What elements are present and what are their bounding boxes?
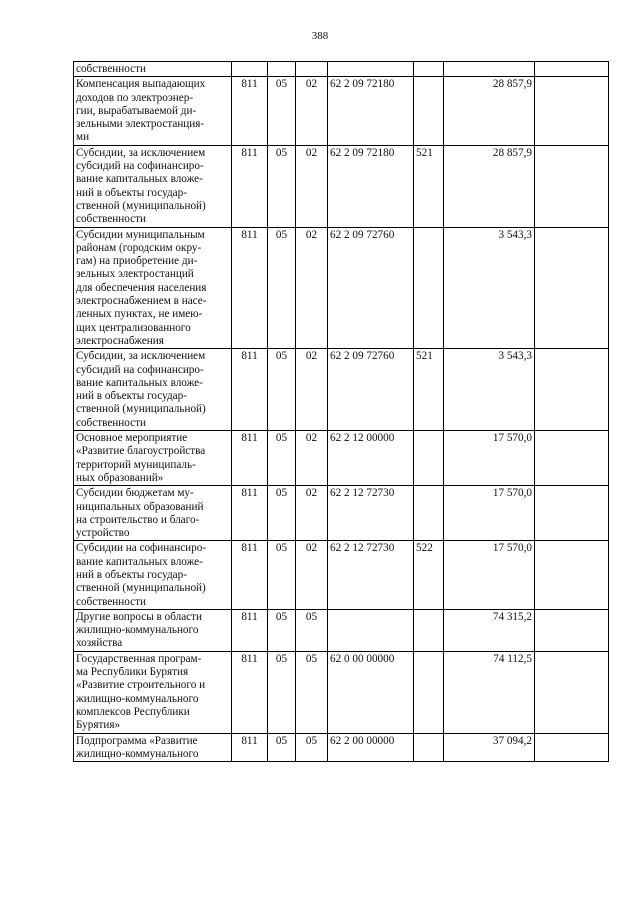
expense-type-cell bbox=[414, 62, 444, 77]
table-row bbox=[74, 62, 609, 77]
ministry-code-cell: 811 bbox=[232, 486, 268, 541]
section-code-cell: 05 bbox=[268, 77, 296, 145]
blank-cell bbox=[535, 349, 609, 431]
amount-cell: 37 094,2 bbox=[444, 733, 535, 762]
subsection-code-cell: 05 bbox=[296, 651, 328, 733]
item-name-line: Бурятия» bbox=[76, 719, 121, 732]
item-name-line: ма Республики Бурятия bbox=[76, 666, 189, 679]
expense-type-cell bbox=[414, 431, 444, 486]
item-name-line: устройство bbox=[76, 527, 130, 540]
table-row bbox=[74, 349, 609, 431]
subsection-code-cell: 02 bbox=[296, 227, 328, 349]
item-name-line: ниципальных образований bbox=[76, 500, 204, 513]
item-name-line: жилищно-коммунального bbox=[76, 624, 199, 637]
blank-cell bbox=[535, 486, 609, 541]
expense-type-cell bbox=[414, 733, 444, 762]
target-article-cell: 62 2 09 72760 bbox=[328, 227, 414, 349]
item-name-line: Подпрограмма «Развитие bbox=[76, 734, 198, 747]
subsection-code-cell: 02 bbox=[296, 541, 328, 609]
subsection-code-cell: 05 bbox=[296, 733, 328, 762]
section-code-cell: 05 bbox=[268, 651, 296, 733]
blank-cell bbox=[535, 541, 609, 609]
item-name-line: хозяйства bbox=[76, 637, 123, 650]
item-name-line: «Развитие благоустройства bbox=[76, 445, 206, 458]
blank-cell bbox=[535, 77, 609, 145]
item-name-line: ми bbox=[76, 131, 90, 144]
expense-type-cell bbox=[414, 227, 444, 349]
item-name-cell bbox=[74, 227, 232, 349]
blank-cell bbox=[535, 227, 609, 349]
table-body bbox=[74, 62, 609, 762]
blank-cell bbox=[535, 145, 609, 227]
target-article-cell: 62 2 00 00000 bbox=[328, 733, 414, 762]
item-name-line: ний в объекты государ- bbox=[76, 186, 187, 199]
item-name-line: зельных электростанций bbox=[76, 268, 194, 281]
item-name-line: электроснабжения bbox=[76, 334, 164, 347]
amount-cell: 17 570,0 bbox=[444, 486, 535, 541]
item-name-line: на строительство и благо- bbox=[76, 513, 200, 526]
item-name-cell bbox=[74, 733, 232, 762]
ministry-code-cell: 811 bbox=[232, 733, 268, 762]
item-name-line: зельными электростанция- bbox=[76, 118, 205, 131]
item-name-line: Другие вопросы в области bbox=[76, 610, 203, 623]
item-name-cell bbox=[74, 145, 232, 227]
item-name-line: Субсидии муниципальным bbox=[76, 228, 205, 241]
amount-cell bbox=[444, 62, 535, 77]
blank-cell bbox=[535, 62, 609, 77]
target-article-cell: 62 2 12 72730 bbox=[328, 486, 414, 541]
item-name-line: вание капитальных вложе- bbox=[76, 555, 203, 568]
item-name-line: жилищно-коммунального bbox=[76, 747, 199, 760]
blank-cell bbox=[535, 609, 609, 651]
ministry-code-cell: 811 bbox=[232, 431, 268, 486]
item-name-cell bbox=[74, 431, 232, 486]
target-article-cell: 62 2 09 72180 bbox=[328, 145, 414, 227]
item-name-line: ний в объекты государ- bbox=[76, 568, 187, 581]
amount-cell: 74 315,2 bbox=[444, 609, 535, 651]
target-article-cell: 62 2 12 00000 bbox=[328, 431, 414, 486]
subsection-code-cell: 02 bbox=[296, 431, 328, 486]
section-code-cell: 05 bbox=[268, 609, 296, 651]
item-name-line: Субсидии бюджетам му- bbox=[76, 487, 194, 500]
item-name-line: гам) на приобретение ди- bbox=[76, 255, 198, 268]
item-name-line: ственной (муниципальной) bbox=[76, 403, 206, 416]
section-code-cell: 05 bbox=[268, 145, 296, 227]
item-name-line: для обеспечения населения bbox=[76, 281, 207, 294]
subsection-code-cell: 05 bbox=[296, 609, 328, 651]
target-article-cell bbox=[328, 609, 414, 651]
table-row bbox=[74, 431, 609, 486]
amount-cell: 74 112,5 bbox=[444, 651, 535, 733]
amount-cell: 17 570,0 bbox=[444, 541, 535, 609]
table-row bbox=[74, 733, 609, 762]
item-name-line: доходов по электроэнер- bbox=[76, 91, 194, 104]
expense-type-cell: 521 bbox=[414, 145, 444, 227]
blank-cell bbox=[535, 651, 609, 733]
item-name-line: электроснабжением в насе- bbox=[76, 295, 207, 308]
expense-type-cell: 521 bbox=[414, 349, 444, 431]
expense-type-cell bbox=[414, 486, 444, 541]
expense-type-cell bbox=[414, 77, 444, 145]
table-row bbox=[74, 77, 609, 145]
expense-type-cell bbox=[414, 609, 444, 651]
page-number: 388 bbox=[311, 30, 329, 42]
item-name-line: собственности bbox=[76, 416, 146, 429]
item-name-line: субсидий на софинансиро- bbox=[76, 363, 204, 376]
ministry-code-cell: 811 bbox=[232, 349, 268, 431]
item-name-line: собственности bbox=[76, 213, 146, 226]
target-article-cell: 62 2 09 72760 bbox=[328, 349, 414, 431]
item-name-line: Субсидии на софинансиро- bbox=[76, 542, 207, 555]
section-code-cell: 05 bbox=[268, 541, 296, 609]
target-article-cell: 62 0 00 00000 bbox=[328, 651, 414, 733]
target-article-cell: 62 2 09 72180 bbox=[328, 77, 414, 145]
item-name-cell bbox=[74, 486, 232, 541]
item-name-line: комплексов Республики bbox=[76, 705, 190, 718]
section-code-cell: 05 bbox=[268, 227, 296, 349]
item-name-line: территорий муниципаль- bbox=[76, 458, 196, 471]
item-name-line: субсидий на софинансиро- bbox=[76, 160, 204, 173]
item-name-cell bbox=[74, 349, 232, 431]
item-name-cell bbox=[74, 651, 232, 733]
amount-cell: 3 543,3 bbox=[444, 227, 535, 349]
section-code-cell: 05 bbox=[268, 431, 296, 486]
table-row bbox=[74, 609, 609, 651]
item-name-line: ственной (муниципальной) bbox=[76, 582, 206, 595]
table-row bbox=[74, 145, 609, 227]
amount-cell: 17 570,0 bbox=[444, 431, 535, 486]
item-name-line: «Развитие строительного и bbox=[76, 679, 206, 692]
ministry-code-cell: 811 bbox=[232, 651, 268, 733]
item-name-line: районам (городским окру- bbox=[76, 241, 202, 254]
expense-type-cell: 522 bbox=[414, 541, 444, 609]
target-article-cell bbox=[328, 62, 414, 77]
item-name-line: собственности bbox=[76, 63, 146, 75]
table-row bbox=[74, 541, 609, 609]
table-row bbox=[74, 486, 609, 541]
item-name-line: вание капитальных вложе- bbox=[76, 376, 203, 389]
subsection-code-cell: 02 bbox=[296, 349, 328, 431]
section-code-cell bbox=[268, 62, 296, 77]
ministry-code-cell: 811 bbox=[232, 145, 268, 227]
item-name-line: гии, вырабатываемой ди- bbox=[76, 104, 197, 117]
item-name-line: щих централизованного bbox=[76, 321, 191, 334]
item-name-cell bbox=[74, 77, 232, 145]
budget-table bbox=[73, 61, 609, 762]
expense-type-cell bbox=[414, 651, 444, 733]
ministry-code-cell bbox=[232, 62, 268, 77]
section-code-cell: 05 bbox=[268, 486, 296, 541]
amount-cell: 28 857,9 bbox=[444, 77, 535, 145]
ministry-code-cell: 811 bbox=[232, 609, 268, 651]
subsection-code-cell: 02 bbox=[296, 486, 328, 541]
ministry-code-cell: 811 bbox=[232, 227, 268, 349]
item-name-line: ний в объекты государ- bbox=[76, 390, 187, 403]
item-name-line: Субсидии, за исключением bbox=[76, 146, 206, 159]
section-code-cell: 05 bbox=[268, 733, 296, 762]
amount-cell: 3 543,3 bbox=[444, 349, 535, 431]
ministry-code-cell: 811 bbox=[232, 541, 268, 609]
section-code-cell: 05 bbox=[268, 349, 296, 431]
item-name-cell bbox=[74, 62, 232, 77]
table-row bbox=[74, 227, 609, 349]
item-name-line: собственности bbox=[76, 595, 146, 608]
target-article-cell: 62 2 12 72730 bbox=[328, 541, 414, 609]
blank-cell bbox=[535, 733, 609, 762]
item-name-line: Компенсация выпадающих bbox=[76, 78, 206, 91]
item-name-cell bbox=[74, 541, 232, 609]
table-row bbox=[74, 651, 609, 733]
item-name-line: Субсидии, за исключением bbox=[76, 350, 206, 363]
item-name-line: ленных пунктах, не имею- bbox=[76, 308, 203, 321]
ministry-code-cell: 811 bbox=[232, 77, 268, 145]
subsection-code-cell bbox=[296, 62, 328, 77]
item-name-line: ных образований» bbox=[76, 471, 164, 484]
item-name-cell bbox=[74, 609, 232, 651]
amount-cell: 28 857,9 bbox=[444, 145, 535, 227]
item-name-line: вание капитальных вложе- bbox=[76, 173, 203, 186]
subsection-code-cell: 02 bbox=[296, 145, 328, 227]
item-name-line: ственной (муниципальной) bbox=[76, 199, 206, 212]
item-name-line: Основное мероприятие bbox=[76, 432, 188, 445]
item-name-line: Государственная програм- bbox=[76, 652, 202, 665]
subsection-code-cell: 02 bbox=[296, 77, 328, 145]
item-name-line: жилищно-коммунального bbox=[76, 692, 199, 705]
blank-cell bbox=[535, 431, 609, 486]
